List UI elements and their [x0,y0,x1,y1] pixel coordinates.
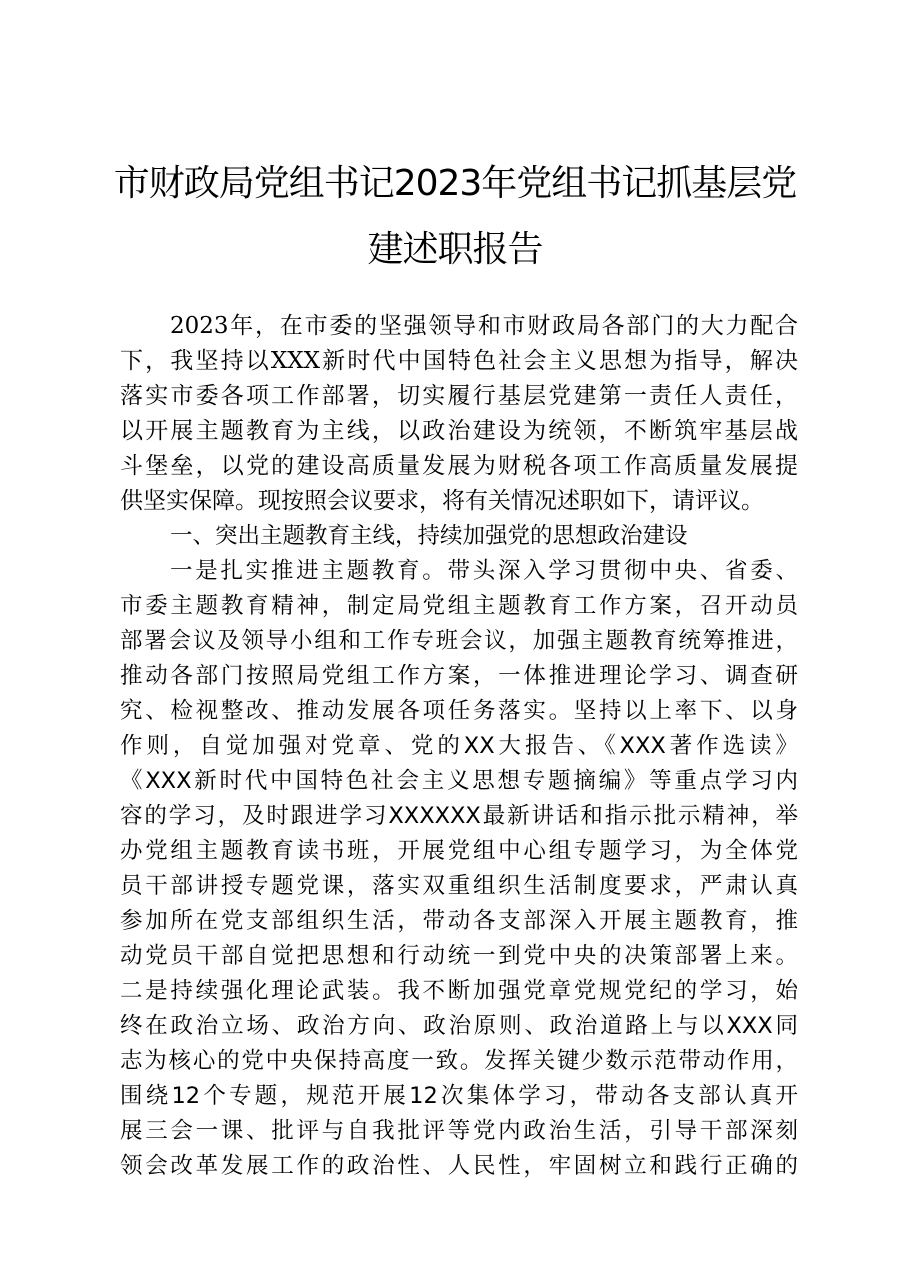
body-line: 推动各部门按照局党组工作方案，一体推进理论学习、调查研 [120,663,798,689]
intro-line: 落实市委各项工作部署，切实履行基层党建第一责任人责任， [120,383,798,409]
intro-line: 以开展主题教育为主线，以政治建设为统领，不断筑牢基层战 [120,418,798,444]
intro-line: 斗堡垒，以党的建设高质量发展为财税各项工作高质量发展提 [120,453,798,479]
body-line: 容的学习，及时跟进学习XXXXXX最新讲话和指示批示精神，举 [120,803,798,829]
body-line: 志为核心的党中央保持高度一致。发挥关键少数示范带动作用， [120,1048,798,1074]
body-line: 究、检视整改、推动发展各项任务落实。坚持以上率下、以身 [120,698,798,724]
body-line: 员干部讲授专题党课，落实双重组织生活制度要求，严肃认真 [120,873,798,899]
intro-line: 2023年，在市委的坚强领导和市财政局各部门的大力配合 [170,313,798,339]
intro-line: 供坚实保障。现按照会议要求，将有关情况述职如下，请评议。 [120,488,764,514]
body-line: 终在政治立场、政治方向、政治原则、政治道路上与以XXX同 [120,1013,798,1039]
intro-line: 下，我坚持以XXX新时代中国特色社会主义思想为指导，解决 [120,348,798,374]
body-line: 市委主题教育精神，制定局党组主题教育工作方案，召开动员 [120,593,798,619]
body-line: 部署会议及领导小组和工作专班会议，加强主题教育统筹推进， [120,628,798,654]
body-line: 动党员干部自觉把思想和行动统一到党中央的决策部署上来。 [120,943,798,969]
body-line: 展三会一课、批评与自我批评等党内政治生活，引导干部深刻 [120,1118,798,1144]
body-line: 作则，自觉加强对党章、党的XX大报告、《XXX著作选读》 [120,733,798,759]
body-line: 《XXX新时代中国特色社会主义思想专题摘编》等重点学习内 [120,768,798,794]
body-line: 围绕12个专题，规范开展12次集体学习，带动各支部认真开 [120,1083,798,1109]
body-line: 二是持续强化理论武装。我不断加强党章党规党纪的学习，始 [120,978,798,1004]
body-line: 办党组主题教育读书班，开展党组中心组专题学习，为全体党 [120,838,798,864]
section-heading: 一、突出主题教育主线，持续加强党的思想政治建设 [170,523,688,549]
body-line: 参加所在党支部组织生活，带动各支部深入开展主题教育，推 [120,908,798,934]
body-line: 一是扎实推进主题教育。带头深入学习贯彻中央、省委、 [170,558,798,584]
document-title-line-2: 建述职报告 [367,229,543,270]
body-line: 领会改革发展工作的政治性、人民性，牢固树立和践行正确的 [120,1153,798,1179]
document-title-line-1: 市财政局党组书记2023年党组书记抓基层党 [113,163,797,204]
